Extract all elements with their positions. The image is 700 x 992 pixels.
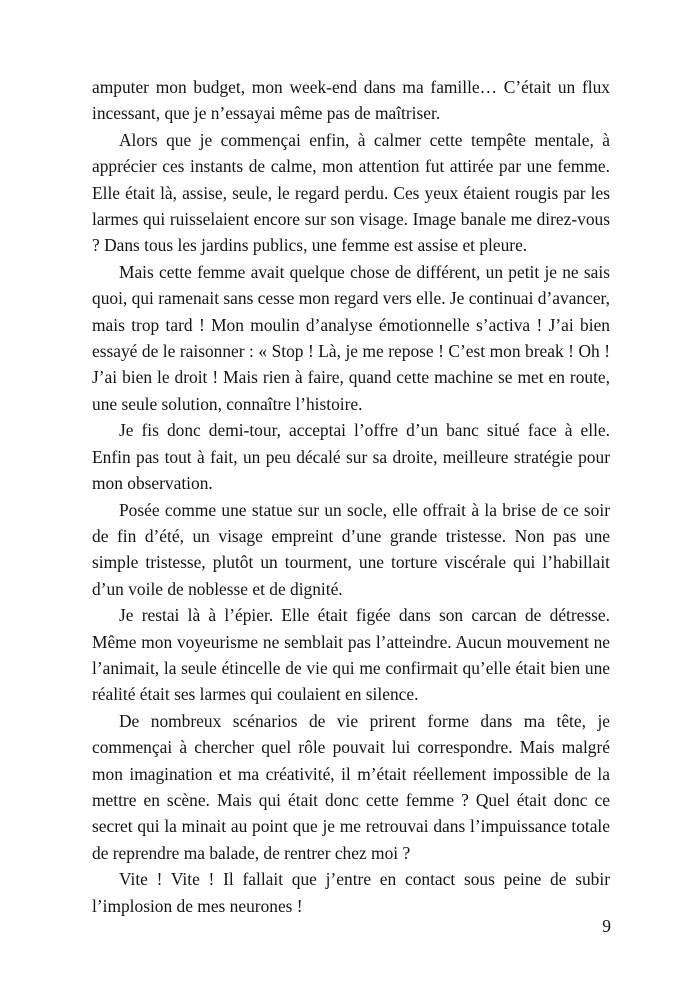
- paragraph-7: De nombreux scénarios de vie prirent forme dans ma tête, je commençai à chercher quel rôle pouvait lui correspondre. Mais malgré mon imagination et ma créativité, il m’était réellement impossible de la mettre en scène. Mais qui était donc cette femme ? Quel était donc ce secret qui la minait au point que je me retrouvai dans l’impuissance totale de reprendre ma balade, de rentrer chez moi ?: [92, 710, 610, 863]
- paragraph-2: Alors que je commençai enfin, à calmer cette tempête mentale, à apprécier ces instants de calme, mon attention fut attirée par une femme. Elle était là, assise, seule, le regard perdu. Ces yeux étaient rougis par les larmes qui ruisselaient encore sur son visage. Image banale me direz-vous ? Dans tous les jardins publics, une femme est assise et pleure.: [92, 129, 610, 256]
- paragraph-4: Je fis donc demi-tour, acceptai l’offre d’un banc situé face à elle. Enfin pas tout à fait, un peu décalé sur sa droite, meilleure stratégie pour mon observation.: [92, 420, 610, 494]
- paragraph-3: Mais cette femme avait quelque chose de différent, un petit je ne sais quoi, qui ramenait sans cesse mon regard vers elle. Je continuai d’avancer, mais trop tard ! Mon moulin d’analyse émotionnelle s’activa ! J’ai bien essayé de le raisonner : « Stop ! Là, je me repose ! C’est mon break ! Oh ! J’ai bien le droit ! Mais rien à faire, quand cette machine se met en route, une seule solution, connaître l’histoire.: [92, 261, 610, 414]
- paragraph-5: Posée comme une statue sur un socle, elle offrait à la brise de ce soir de fin d’été, un visage empreint d’une grande tristesse. Non pas une simple tristesse, plutôt un tourment, une torture viscérale qui l’habillait d’un voile de noblesse et de dignité.: [92, 499, 610, 599]
- paragraph-8: Vite ! Vite ! Il fallait que j’entre en contact sous peine de subir l’implosion de mes neurones !: [92, 869, 610, 916]
- paragraph-1: amputer mon budget, mon week-end dans ma famille… C’était un flux incessant, que je n’essayai même pas de maîtriser.: [92, 77, 610, 124]
- paragraph-6: Je restai là à l’épier. Elle était figée dans son carcan de détresse. Même mon voyeurisme ne semblait pas l’atteindre. Aucun mouvement ne l’animait, la seule étincelle de vie qui me confirmait qu’elle était bien une réalité était ses larmes qui coulaient en silence.: [92, 605, 610, 705]
- body-text: [92, 74, 610, 919]
- page-number: 9: [602, 916, 611, 936]
